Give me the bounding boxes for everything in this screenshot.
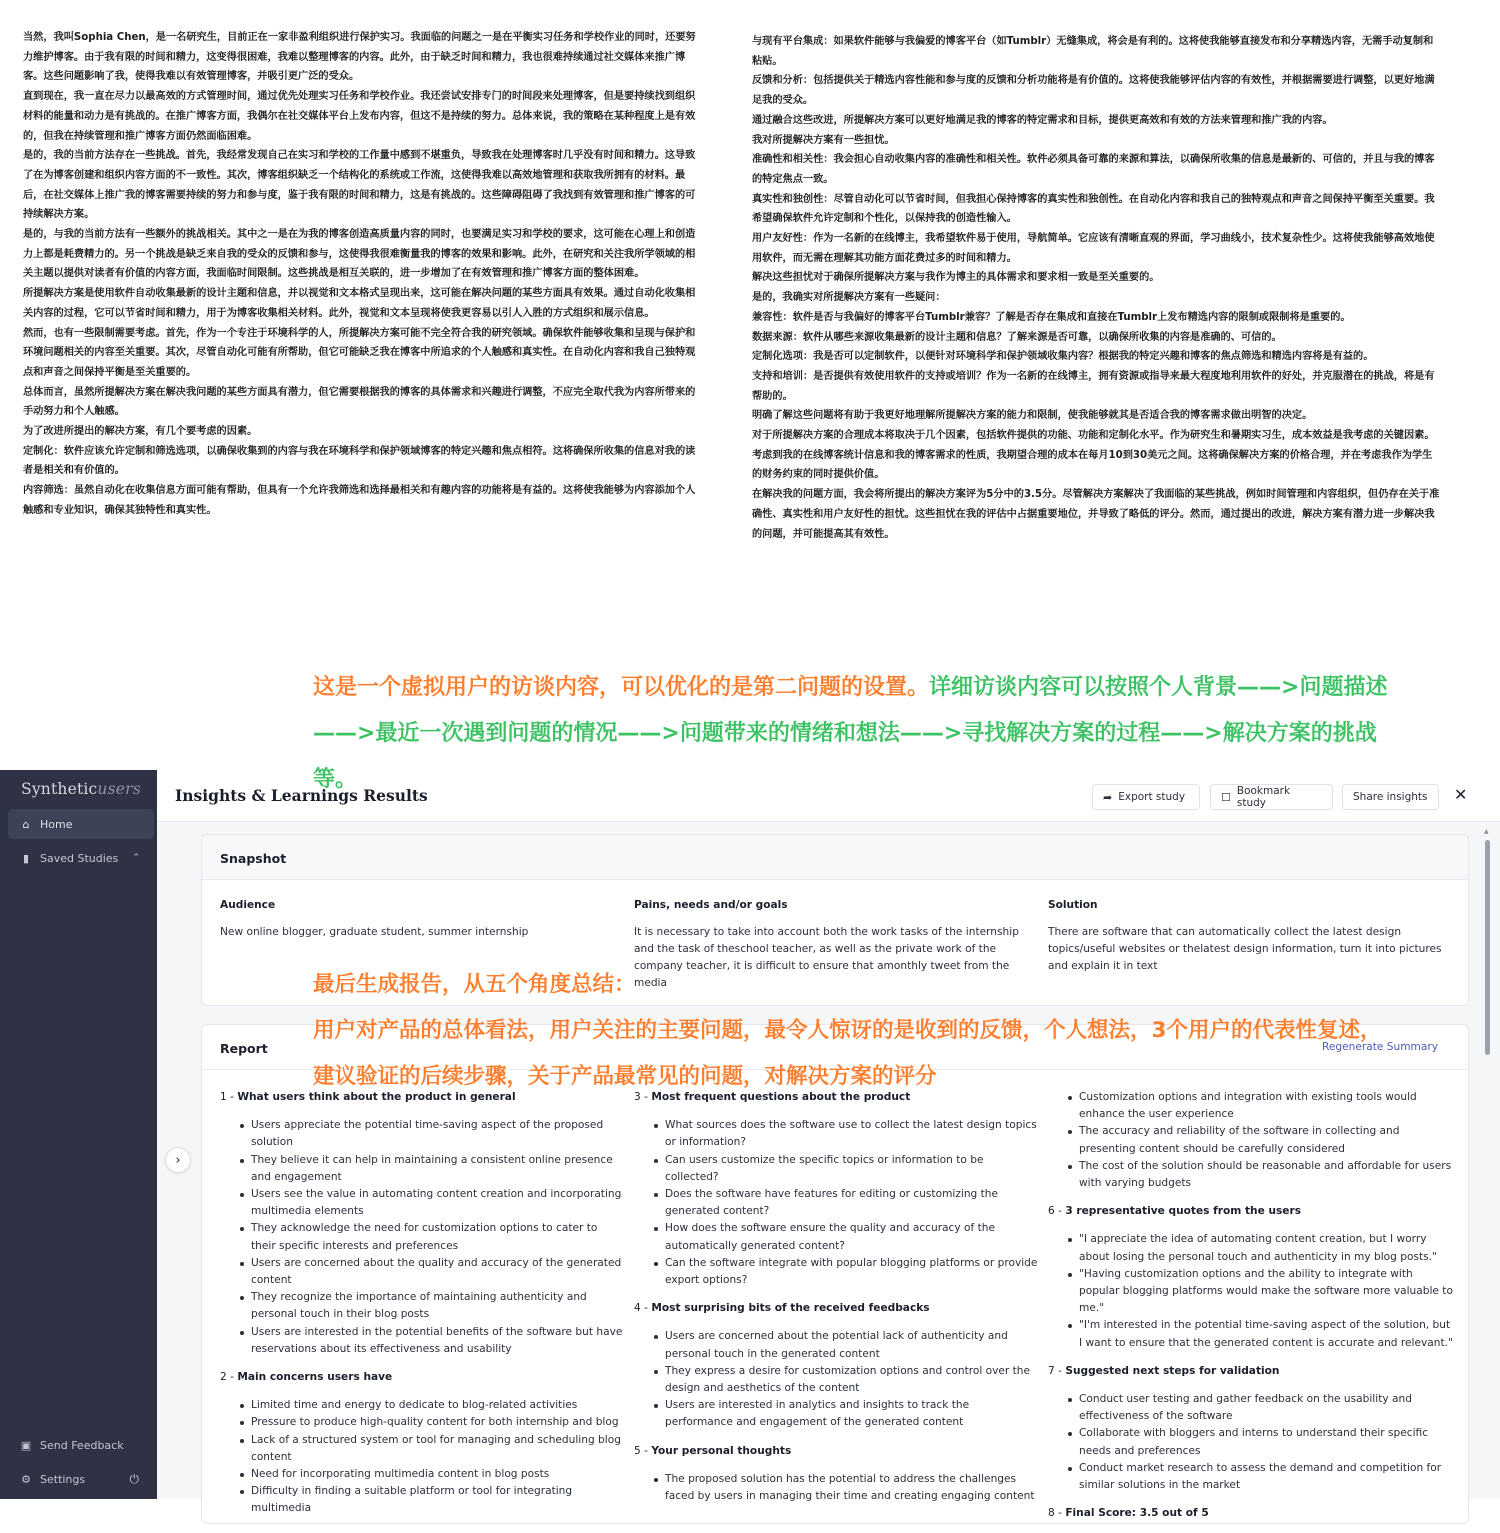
chevron-up-icon: ⌃ xyxy=(132,853,140,863)
report-bullet-item: They acknowledge the need for customization options to cater to their specific interests and preferences xyxy=(240,1220,625,1254)
transcript-paragraph: 反馈和分析：包括提供关于精选内容性能和参与度的反馈和分析功能将是有价值的。这将使我能够评估内容的有效性，并根据需要进行调整，以更好地满足我的受众。 xyxy=(752,75,1435,107)
transcript-paragraph: 总体而言，虽然所提解决方案在解决我问题的某些方面具有潜力，但它需要根据我的博客的具体需求和兴趣进行调整，不应完全取代我为内容所带来的手动努力和个人触感。 xyxy=(23,386,696,418)
transcript-paragraph: 准确性和相关性：我会担心自动收集内容的准确性和相关性。软件必须具备可靠的来源和算法，以确保所收集的信息是最新的、可信的，并且与我的博客的特定焦点一致。 xyxy=(752,154,1435,185)
bookmark-study-button[interactable]: ☐ Bookmark study xyxy=(1210,784,1333,810)
share-insights-button[interactable]: Share insights xyxy=(1342,784,1439,810)
scroll-up-icon[interactable]: ▲ xyxy=(1484,828,1489,835)
report-section-title: 1 - What users think about the product in general xyxy=(220,1091,516,1103)
report-bullet-item: Users are interested in analytics and insights to track the performance and engagement of the generated content xyxy=(654,1397,1039,1431)
sidebar-item-send-feedback[interactable] xyxy=(8,1430,154,1460)
report-list xyxy=(220,1117,625,1358)
snapshot-solution: Solution There are software that can automatically collect the latest design topics/useful websites or thelatest design information, turn it into pictures and explain it in text xyxy=(1048,899,1442,972)
annotation-report-note xyxy=(313,962,1393,1100)
report-list xyxy=(634,1328,1039,1431)
report-bullet-item: The accuracy and reliability of the software in collecting and presenting content should be carefully considered xyxy=(1068,1123,1453,1157)
report-bullet-item: Can the software integrate with popular blogging platforms or provide export options? xyxy=(654,1255,1039,1289)
report-bullet-item: What sources does the software use to collect the latest design topics or information? xyxy=(654,1117,1039,1151)
transcript-paragraph: 明确了解这些问题将有助于我更好地理解所提解决方案的能力和限制，使我能够就其是否适合我的博客需求做出明智的决定。 xyxy=(752,410,1313,422)
transcript-paragraph: 支持和培训：是否提供有效使用软件的支持或培训？作为一名新的在线博主，拥有资源或指导来最大程度地利用软件的好处，并克服潜在的挑战，将是有帮助的。 xyxy=(752,370,1435,402)
report-bullet-item: Need for incorporating multimedia content in blog posts xyxy=(240,1466,625,1483)
snapshot-audience: Audience New online blogger, graduate student, summer internship xyxy=(220,899,529,938)
report-bullet-item: Users appreciate the potential time-saving aspect of the proposed solution xyxy=(240,1117,625,1151)
annotation-report-line1: 最后生成报告，从五个角度总结： xyxy=(313,972,636,997)
report-section-title: 7 - Suggested next steps for validation xyxy=(1048,1364,1280,1377)
report-section-title: 6 - 3 representative quotes from the users xyxy=(1048,1205,1302,1218)
transcript-paragraph: 当然，我叫Sophia Chen，是一名研究生，目前正在一家非盈利组织进行保护实习。我面临的问题之一是在平衡实习任务和学校作业的同时，还要努力维护博客。由于我有限的时间和精力，这变得很困难，我难以整理博客的内容。此外，由于缺乏时间和精力，我也很难持续通过社交媒体来推广博客。这些问题影响了我，使得我难以有效管理博客，并吸引更广泛的受众。 xyxy=(23,32,696,83)
report-list xyxy=(1048,1089,1453,1192)
report-bullet-item: Pressure to produce high-quality content for both internship and blog xyxy=(240,1414,625,1431)
chevron-right-icon[interactable]: › xyxy=(165,1147,191,1173)
report-list xyxy=(1048,1391,1453,1494)
sidebar-item-label: Saved Studies xyxy=(40,851,119,865)
report-bullet-item: How does the software ensure the quality and accuracy of the automatically generated content? xyxy=(654,1220,1039,1254)
page-title: Insights & Learnings Results xyxy=(175,786,428,805)
report-bullet-item: Customization options and integration with existing tools would enhance the user experience xyxy=(1068,1089,1453,1123)
transcript-paragraph: 定制化选项：我是否可以定制软件，以便针对环境科学和保护领域收集内容？根据我的特定兴趣和博客的焦点筛选和精选内容将是有益的。 xyxy=(752,351,1374,363)
home-icon: ⌂ xyxy=(22,817,30,831)
transcript-paragraph: 兼容性：软件是否与我偏好的博客平台Tumblr兼容？了解是否存在集成和直接在Tumblr上发布精选内容的限制或限制将是重要的。 xyxy=(752,311,1351,323)
transcript-left-column xyxy=(23,28,705,521)
final-score: 8 - Final Score: 3.5 out of 5 xyxy=(1048,1507,1209,1520)
snapshot-pains: Pains, needs and/or goals It is necessary to take into account both the work tasks of the internship and the task of theschool teacher, as well as the private work of the company teacher, it is difficult to ensure that amonthly tweet from the media xyxy=(634,899,1019,989)
transcript-paragraph: 与现有平台集成：如果软件能够与我偏爱的博客平台（如Tumblr）无缝集成，将会是有利的。这将使我能够直接发布和分享精选内容，无需手动复制和粘贴。 xyxy=(752,36,1434,67)
snapshot-title: Snapshot xyxy=(202,835,1468,880)
report-bullet-item: Conduct user testing and gather feedback on the usability and effectiveness of the software xyxy=(1068,1391,1453,1425)
report-bullet-item: "I'm interested in the potential time-saving aspect of the solution, but I want to ensure that the generated content is accurate and relevant." xyxy=(1068,1317,1453,1351)
transcript-paragraph: 解决这些担忧对于确保所提解决方案与我作为博主的具体需求和要求相一致是至关重要的。 xyxy=(752,272,1160,284)
transcript-paragraph: 用户友好性：作为一名新的在线博主，我希望软件易于使用，导航简单。它应该有清晰直观的界面，学习曲线小，技术复杂性少。这将使我能够高效地使用软件，而无需在理解其功能方面花费过多的时间和精力。 xyxy=(752,233,1435,264)
transcript-paragraph: 真实性和独创性：尽管自动化可以节省时间，但我担心保持博客的真实性和独创性。在自动化内容和我自己的独特观点和声音之间保持平衡至关重要。我希望确保软件允许定制和个性化，以保持我的创造性输入。 xyxy=(752,193,1435,225)
transcript-paragraph: 直到现在，我一直在尽力以最高效的方式管理时间，通过优先处理实习任务和学校作业。我还尝试安排专门的时间段来处理博客，但是要持续找到组织材料的能量和动力是有挑战的。在推广博客方面，我偶尔在社交媒体平台上发布内容，但这不是持续的努力。总体来说，我的策略在某种程度上是有效的，但我在持续管理和推广博客方面仍然面临困难。 xyxy=(23,91,696,142)
report-bullet-item: They recognize the importance of maintaining authenticity and personal touch in their blog posts xyxy=(240,1289,625,1323)
transcript-paragraph: 然而，也有一些限制需要考虑。首先，作为一个专注于环境科学的人，所提解决方案可能不完全符合我的研究领域。确保软件能够收集和呈现与保护和环境问题相关的内容至关重要。其次，尽管自动化可能有所帮助，但它可能缺乏我在博客中所追求的个人触感和真实性。在自动化内容和我自己独特观点和声音之间保持平衡是至关重要的。 xyxy=(23,327,696,378)
share-arrow-icon: ➦ xyxy=(1103,790,1113,804)
transcript-paragraph: 所提解决方案是使用软件自动收集最新的设计主题和信息，并以视觉和文本格式呈现出来，这可能在解决问题的某些方面具有效果。通过自动化收集相关内容的过程，它可以节省时间和精力，用于为博客收集相关材料。此外，视觉和文本呈现将使我更容易以引人入胜的方式组织和展示信息。 xyxy=(23,288,696,319)
report-list xyxy=(220,1397,625,1517)
transcript-paragraph: 为了改进所提出的解决方案，有几个要考虑的因素。 xyxy=(23,426,258,438)
report-bullet-item: Does the software have features for editing or customizing the generated content? xyxy=(654,1186,1039,1220)
report-section-title: 5 - Your personal thoughts xyxy=(634,1444,792,1457)
report-bullet-item: Limited time and energy to dedicate to blog-related activities xyxy=(240,1397,625,1414)
transcript-paragraph: 通过融合这些改进，所提解决方案可以更好地满足我的博客的特定需求和目标，提供更高效和有效的方法来管理和推广我的内容。 xyxy=(752,114,1333,126)
sidebar-item-settings[interactable] xyxy=(8,1464,154,1494)
scrollbar-thumb[interactable] xyxy=(1485,840,1490,1055)
report-section-title: 2 - Main concerns users have xyxy=(220,1371,393,1384)
report-bullet-item: Users are concerned about the potential lack of authenticity and personal touch in the generated content xyxy=(654,1328,1039,1362)
main-content xyxy=(157,770,1500,1520)
report-section-title: 3 - Most frequent questions about the product xyxy=(634,1091,911,1103)
report-bullet-item: Users see the value in automating content creation and incorporating multimedia elements xyxy=(240,1186,625,1220)
report-column-1 xyxy=(220,1089,625,1529)
transcript-right-column xyxy=(752,32,1442,544)
report-section-title: 4 - Most surprising bits of the received feedbacks xyxy=(634,1302,930,1315)
report-bullet-item: Can users customize the specific topics or information to be collected? xyxy=(654,1152,1039,1186)
report-bullet-item: "I appreciate the idea of automating content creation, but I worry about losing the personal touch and authenticity in my blog posts." xyxy=(1068,1231,1453,1265)
message-icon: ▣ xyxy=(20,1438,32,1452)
report-bullet-item: "Having customization options and the ability to integrate with popular blogging platforms would make the software more valuable to me." xyxy=(1068,1266,1453,1318)
report-list xyxy=(634,1471,1039,1505)
regenerate-summary-link[interactable]: Regenerate Summary xyxy=(1322,1041,1438,1053)
transcript-paragraph: 是的，我的当前方法存在一些挑战。首先，我经常发现自己在实习和学校的工作量中感到不堪重负，导致我在处理博客时几乎没有时间和精力。这导致了在为博客创建和组织内容方面的不一致性。其次，博客组织缺乏一个结构化的系统或工作流，这使得我难以高效地管理和获取我所拥有的材料。最后，在社交媒体上推广我的博客需要持续的努力和参与度，鉴于我有限的时间和精力，这是有挑战的。这些障碍阻碍了我找到有效管理和推广博客的可持续解决方案。 xyxy=(23,150,696,221)
report-column-3 xyxy=(1048,1089,1453,1533)
report-title: Report xyxy=(202,1025,1468,1070)
report-bullet-item: Users are interested in the potential benefits of the software but have reservations about its effectiveness and usability xyxy=(240,1324,625,1358)
transcript-paragraph: 是的，与我的当前方法有一些额外的挑战相关。其中之一是在为我的博客创造高质量内容的同时，也要满足实习和学校的要求，这可能在心理上和创造力上都是耗费精力的。另一个挑战是缺乏来自我的受众的反馈和参与，这使得我很难衡量我的博客的效果和影响。此外，在研究和关注我所学领域的相关主题以提供对读者有价值的内容方面，我面临时间限制。这些挑战是相互关联的，进一步增加了在有效管理和推广博客方面的整体困难。 xyxy=(23,229,696,280)
report-list xyxy=(634,1117,1039,1289)
report-bullet-item: They express a desire for customization options and control over the design and aesthetics of the content xyxy=(654,1363,1039,1397)
report-list xyxy=(1048,1231,1453,1351)
transcript-paragraph: 定制化：软件应该允许定制和筛选选项，以确保收集到的内容与我在环境科学和保护领域博客的特定兴趣和焦点相符。这将确保所收集的信息对我的读者是相关和有价值的。 xyxy=(23,445,696,477)
bookmark-icon: ▮ xyxy=(22,851,30,865)
export-study-button[interactable]: ➦ Export study xyxy=(1092,784,1200,810)
app-window xyxy=(0,770,1500,1520)
scrollbar[interactable] xyxy=(1484,828,1491,1499)
transcript-paragraph: 是的，我确实对所提解决方案有一些疑问： xyxy=(752,292,946,304)
transcript-paragraph: 对于所提解决方案的合理成本将取决于几个因素，包括软件提供的功能、功能和定制化水平。作为研究生和暑期实习生，成本效益是我考虑的关键因素。考虑到我的在线博客统计信息和我的博客需求的性质，我期望合理的成本在每月10到30美元之间。这将确保解决方案的价格合理，并在考虑我作为学生的财务约束的同时提供价值。 xyxy=(752,430,1435,481)
annotation-report-line2: 用户对产品的总体看法，用户关注的主要问题，最令人惊讶的是收到的反馈，个人想法，3个用户的代表性复述，建议验证的后续步骤，关于产品最常见的问题，对解决方案的评分 xyxy=(313,1018,1382,1089)
annotation-interview-note xyxy=(313,665,1393,803)
annotation-green-text: 详细访谈内容可以按照个人背景——>问题描述——>最近一次遇到问题的情况——>问题带来的情绪和想法——>寻找解决方案的过程——>解决方案的挑战等。 xyxy=(313,675,1388,792)
report-column-2 xyxy=(634,1089,1039,1516)
report-bullet-item: Collaborate with bloggers and interns to understand their specific needs and preferences xyxy=(1068,1425,1453,1459)
sidebar-item-label: Home xyxy=(40,817,73,831)
report-bullet-item: The proposed solution has the potential to address the challenges faced by users in managing their time and creating engaging content xyxy=(654,1471,1039,1505)
transcript-paragraph: 数据来源：软件从哪些来源收集最新的设计主题和信息？了解来源是否可靠，以确保所收集的内容是准确的、可信的。 xyxy=(752,331,1282,343)
sidebar-item-label: Send Feedback xyxy=(40,1438,124,1452)
close-icon[interactable]: ✕ xyxy=(1454,785,1468,804)
gear-icon: ⚙ xyxy=(21,1472,31,1486)
sidebar-item-saved-studies[interactable] xyxy=(8,843,154,873)
report-bullet-item: They believe it can help in maintaining a consistent online presence and engagement xyxy=(240,1152,625,1186)
bookmark-icon: ☐ xyxy=(1221,790,1231,804)
transcript-paragraph: 内容筛选：虽然自动化在收集信息方面可能有帮助，但具有一个允许我筛选和选择最相关和有趣内容的功能将是有益的。这将使我能够为内容添加个人触感和专业知识，确保其独特性和真实性。 xyxy=(23,485,696,516)
transcript-paragraph: 我对所提解决方案有一些担忧。 xyxy=(752,134,895,146)
logo: Syntheticusers xyxy=(21,780,141,798)
annotation-orange-text: 这是一个虚拟用户的访谈内容，可以优化的是第二问题的设置。 xyxy=(313,675,930,700)
sidebar-item-label: Settings xyxy=(40,1472,86,1486)
report-bullet-item: The cost of the solution should be reasonable and affordable for users with varying budgets xyxy=(1068,1158,1453,1192)
sidebar xyxy=(0,770,157,1499)
sidebar-item-home[interactable] xyxy=(8,809,154,839)
power-icon[interactable]: ⏻ xyxy=(129,1471,139,1486)
report-bullet-item: Users are concerned about the quality and accuracy of the generated content xyxy=(240,1255,625,1289)
report-bullet-item: Difficulty in finding a suitable platform or tool for integrating multimedia xyxy=(240,1483,625,1517)
report-bullet-item: Conduct market research to assess the demand and competition for similar solutions in the market xyxy=(1068,1460,1453,1494)
transcript-paragraph: 在解决我的问题方面，我会将所提出的解决方案评为5分中的3.5分。尽管解决方案解决了我面临的某些挑战，例如时间管理和内容组织，但仍存在关于准确性、真实性和用户友好性的担忧。这些担忧在我的评估中占据重要地位，并导致了略低的评分。然而，通过提出的改进，解决方案有潜力进一步解决我的问题，并可能提高其有效性。 xyxy=(752,489,1440,540)
report-bullet-item: Lack of a structured system or tool for managing and scheduling blog content xyxy=(240,1432,625,1466)
